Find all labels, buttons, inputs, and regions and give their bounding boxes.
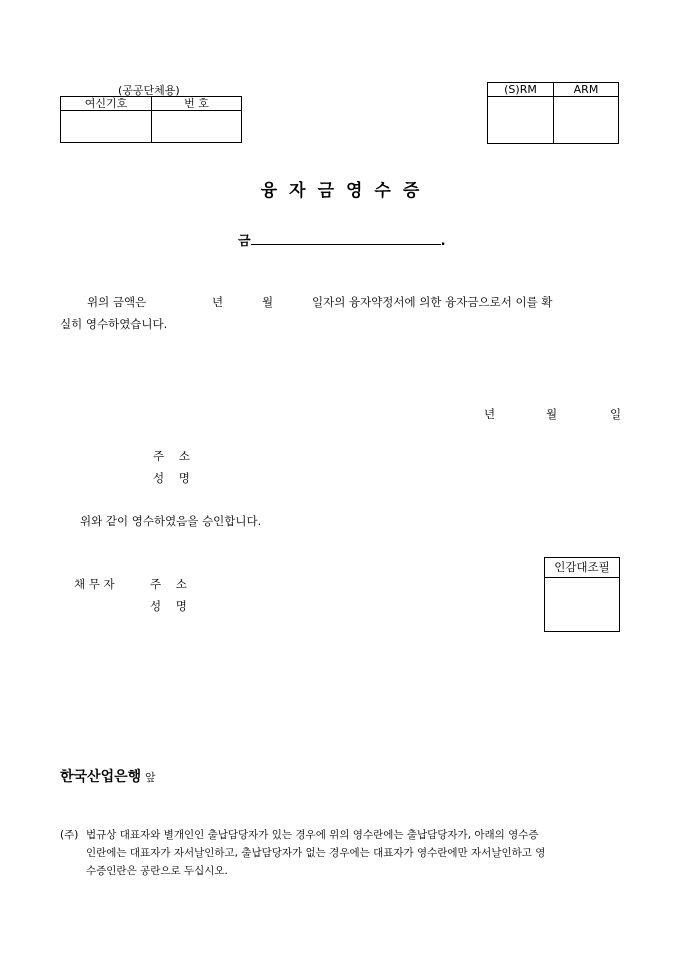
- debtor-name-label: 성 명: [150, 599, 187, 613]
- date-month: 월: [546, 407, 558, 421]
- rm-table: [487, 82, 619, 144]
- doc-number-table: [60, 96, 242, 143]
- seal-check-header: 인감대조필: [545, 558, 620, 578]
- srm-header: (S)RM: [488, 83, 554, 97]
- page-title: 융자금영수증: [260, 181, 432, 201]
- date-year: 년: [484, 407, 496, 421]
- loan-code-cell[interactable]: [61, 111, 152, 143]
- footnote-line2: 인란에는 대표자가 자서날인하고, 출납담당자가 없는 경우에는 대표자가 영수란에만 자서날인하고 영: [86, 847, 546, 859]
- statement-year: 년: [212, 295, 224, 309]
- public-org-label: (공공단체용): [118, 84, 180, 97]
- arm-cell[interactable]: [554, 97, 619, 144]
- statement-prefix: 위의 금액은: [87, 295, 147, 309]
- approval-text: 위와 같이 영수하였음을 승인합니다.: [80, 514, 262, 528]
- amount-field[interactable]: [251, 234, 441, 245]
- debtor-label: 채 무 자: [74, 577, 115, 591]
- addressee: [60, 766, 156, 786]
- srm-cell[interactable]: [488, 97, 554, 144]
- statement-month: 월: [262, 295, 274, 309]
- addressee-bank: 한국산업은행: [60, 769, 142, 785]
- amount-suffix: .: [440, 234, 446, 249]
- number-header: 번 호: [152, 97, 242, 111]
- seal-check-cell[interactable]: [545, 578, 620, 632]
- amount-label: 금: [238, 234, 251, 249]
- statement-line2: 실히 영수하였습니다.: [60, 317, 168, 331]
- addressee-suffix: 앞: [144, 771, 156, 784]
- date-day: 일: [610, 407, 622, 421]
- receipt-statement: [60, 291, 620, 335]
- footnote-line1: 법규상 대표자와 별개인인 출납담당자가 있는 경우에 위의 영수란에는 출납담당자가, 아래의 영수증: [86, 829, 539, 841]
- recipient-name-label: 성 명: [153, 471, 190, 485]
- statement-rest: 일자의 융자약정서에 의한 융자금으로서 이를 확: [312, 295, 553, 309]
- amount-row: [238, 230, 446, 249]
- footnote-line3: 수증인란은 공란으로 두십시오.: [86, 865, 228, 877]
- loan-code-header: 여신기호: [61, 97, 152, 111]
- arm-header: ARM: [554, 83, 619, 97]
- recipient-address-label: 주 소: [153, 449, 190, 463]
- seal-check-table: [544, 557, 620, 632]
- number-cell[interactable]: [152, 111, 242, 143]
- footnote: [60, 826, 640, 880]
- debtor-address-label: 주 소: [150, 577, 187, 591]
- footnote-prefix: (주): [60, 829, 79, 841]
